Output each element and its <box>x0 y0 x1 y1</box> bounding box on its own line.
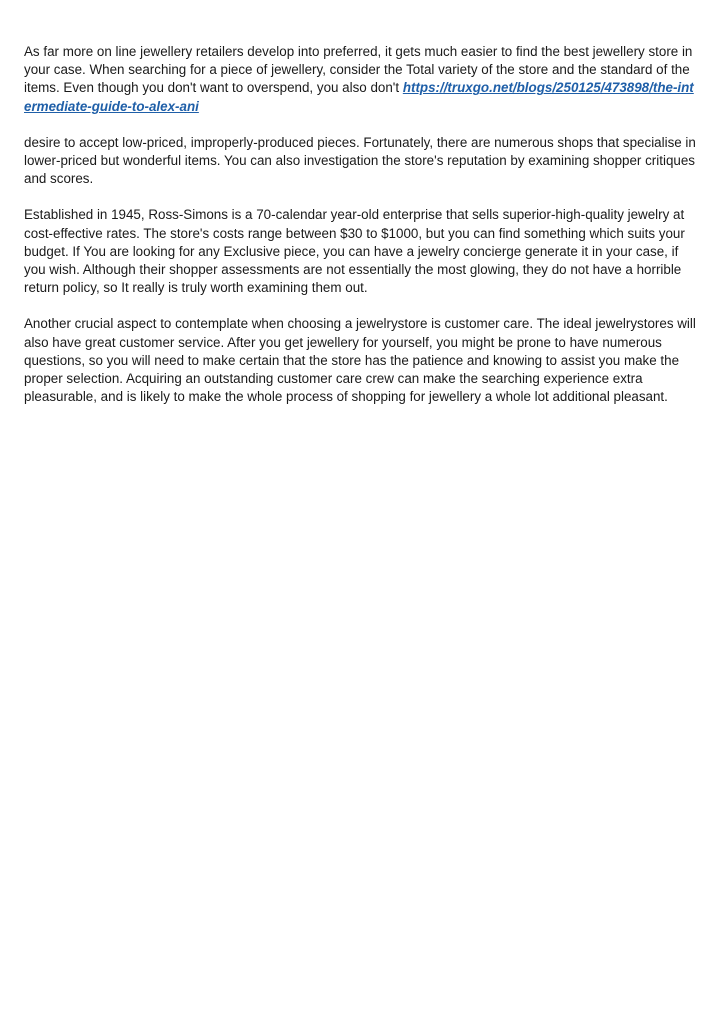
paragraph-2: desire to accept low-priced, improperly-produced pieces. Fortunately, there are numerous shops that specialise in lower-priced but wonderful items. You can also investigation the store's reputation by examining shopper critiques and scores. <box>24 134 696 187</box>
document-body <box>24 43 696 424</box>
paragraph-1 <box>24 43 696 116</box>
article-link[interactable]: https://truxgo.net/blogs/250125/473898/the-intermediate-guide-to-alex-ani <box>24 80 694 114</box>
paragraph-3: Established in 1945, Ross-Simons is a 70-calendar year-old enterprise that sells superior-high-quality jewelry at cost-effective rates. The store's costs range between $30 to $1000, but you can find something which suits your budget. If You are looking for any Exclusive piece, you can have a jewelry concierge generate it in your case, if you wish. Although their shopper assessments are not essentially the most glowing, they do not have a horrible return policy, so It really is truly worth examining them out. <box>24 207 685 296</box>
paragraph-4: Another crucial aspect to contemplate when choosing a jewelrystore is customer care. The ideal jewelrystores will also have great customer service. After you get jewellery for yourself, you might be prone to have numerous questions, so you will need to make certain that the store has the patience and knowing to assist you make the proper selection. Acquiring an outstanding customer care crew can make the searching experience extra pleasurable, and is likely to make the whole process of shopping for jewellery a whole lot additional pleasant. <box>24 316 696 405</box>
paragraph-1-text: As far more on line jewellery retailers develop into preferred, it gets much easier to find the best jewellery store in your case. When searching for a piece of jewellery, consider the Total variety of the store and the standard of the items. Even though you don't want to overspend, you also don't <box>24 44 693 96</box>
